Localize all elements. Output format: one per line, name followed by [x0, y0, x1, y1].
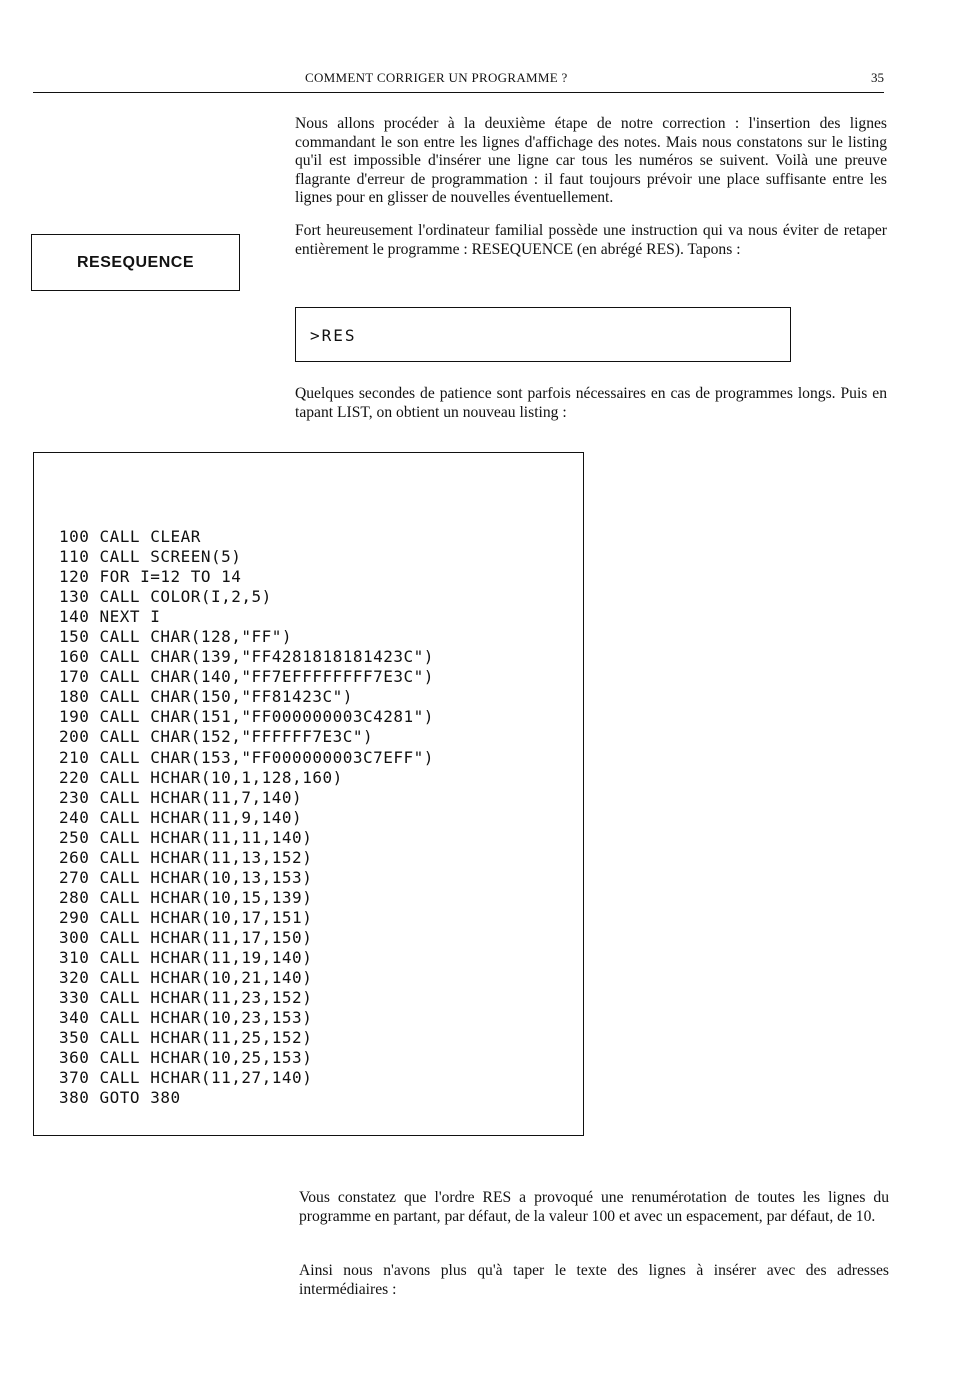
program-listing	[59, 527, 434, 1108]
listing-line: 290 CALL HCHAR(10,17,151)	[59, 907, 313, 927]
listing-line: 210 CALL CHAR(153,"FF000000003C7EFF")	[59, 747, 434, 767]
section-label-box	[31, 234, 240, 291]
listing-line: 130 CALL COLOR(I,2,5)	[59, 587, 272, 607]
listing-line: 140 NEXT I	[59, 607, 161, 627]
chapter-title: COMMENT CORRIGER UN PROGRAMME ?	[305, 70, 568, 85]
listing-line: 240 CALL HCHAR(11,9,140)	[59, 807, 303, 827]
listing-line: 310 CALL HCHAR(11,19,140)	[59, 947, 313, 967]
listing-line: 230 CALL HCHAR(11,7,140)	[59, 787, 303, 807]
page-header	[33, 64, 884, 93]
listing-line: 270 CALL HCHAR(10,13,153)	[59, 867, 313, 887]
listing-line: 150 CALL CHAR(128,"FF")	[59, 627, 293, 647]
listing-line: 170 CALL CHAR(140,"FF7EFFFFFFFF7E3C")	[59, 667, 434, 687]
insert-paragraph: Ainsi nous n'avons plus qu'à taper le texte des lignes à insérer avec des adresses intermédiaires :	[299, 1262, 889, 1298]
page-number: 35	[871, 70, 884, 85]
listing-line: 370 CALL HCHAR(11,27,140)	[59, 1068, 313, 1088]
listing-line: 220 CALL HCHAR(10,1,128,160)	[59, 767, 343, 787]
listing-line: 350 CALL HCHAR(11,25,152)	[59, 1028, 313, 1048]
resequence-paragraph: Fort heureusement l'ordinateur familial possède une instruction qui va nous éviter de retaper entièrement le programme : RESEQUENCE (en abrégé RES). Tapons :	[295, 222, 887, 258]
listing-line: 120 FOR I=12 TO 14	[59, 567, 242, 587]
listing-line: 110 CALL SCREEN(5)	[59, 547, 242, 567]
listing-line: 280 CALL HCHAR(10,15,139)	[59, 887, 313, 907]
listing-line: 190 CALL CHAR(151,"FF000000003C4281")	[59, 707, 434, 727]
listing-line: 380 GOTO 380	[59, 1088, 181, 1108]
listing-line: 330 CALL HCHAR(11,23,152)	[59, 988, 313, 1008]
listing-line: 100 CALL CLEAR	[59, 527, 201, 546]
listing-line: 340 CALL HCHAR(10,23,153)	[59, 1008, 313, 1028]
program-listing-box	[33, 452, 584, 1136]
listing-line: 160 CALL CHAR(139,"FF4281818181423C")	[59, 647, 434, 667]
intro-paragraph: Nous allons procéder à la deuxième étape de notre correction : l'insertion des lignes commandant le son entre les lignes d'affichage des notes. Mais nous constatons sur le listing qu'il est impossible d'insérer une ligne car tous les numéros se suivent. Voilà une preuve flagrante d'erreur de programmation : il faut toujours prévoir une place suffisante entre les lignes pour en glisser de nouvelles éventuellement.	[295, 115, 887, 206]
listing-line: 300 CALL HCHAR(11,17,150)	[59, 927, 313, 947]
listing-line: 250 CALL HCHAR(11,11,140)	[59, 827, 313, 847]
listing-line: 200 CALL CHAR(152,"FFFFFF7E3C")	[59, 727, 374, 747]
section-label: RESEQUENCE	[76, 253, 195, 271]
listing-line: 320 CALL HCHAR(10,21,140)	[59, 968, 313, 988]
listing-line: 260 CALL HCHAR(11,13,152)	[59, 847, 313, 867]
command-text: >RES	[310, 326, 357, 345]
listing-line: 360 CALL HCHAR(10,25,153)	[59, 1048, 313, 1068]
renumber-paragraph: Vous constatez que l'ordre RES a provoqué une renumérotation de toutes les lignes du programme en partant, par défaut, de la valeur 100 et avec un espacement, par défaut, de 10.	[299, 1189, 889, 1225]
listing-line: 180 CALL CHAR(150,"FF81423C")	[59, 687, 353, 707]
list-paragraph: Quelques secondes de patience sont parfois nécessaires en cas de programmes longs. Puis en tapant LIST, on obtient un nouveau listing :	[295, 385, 887, 421]
command-box	[295, 307, 791, 362]
